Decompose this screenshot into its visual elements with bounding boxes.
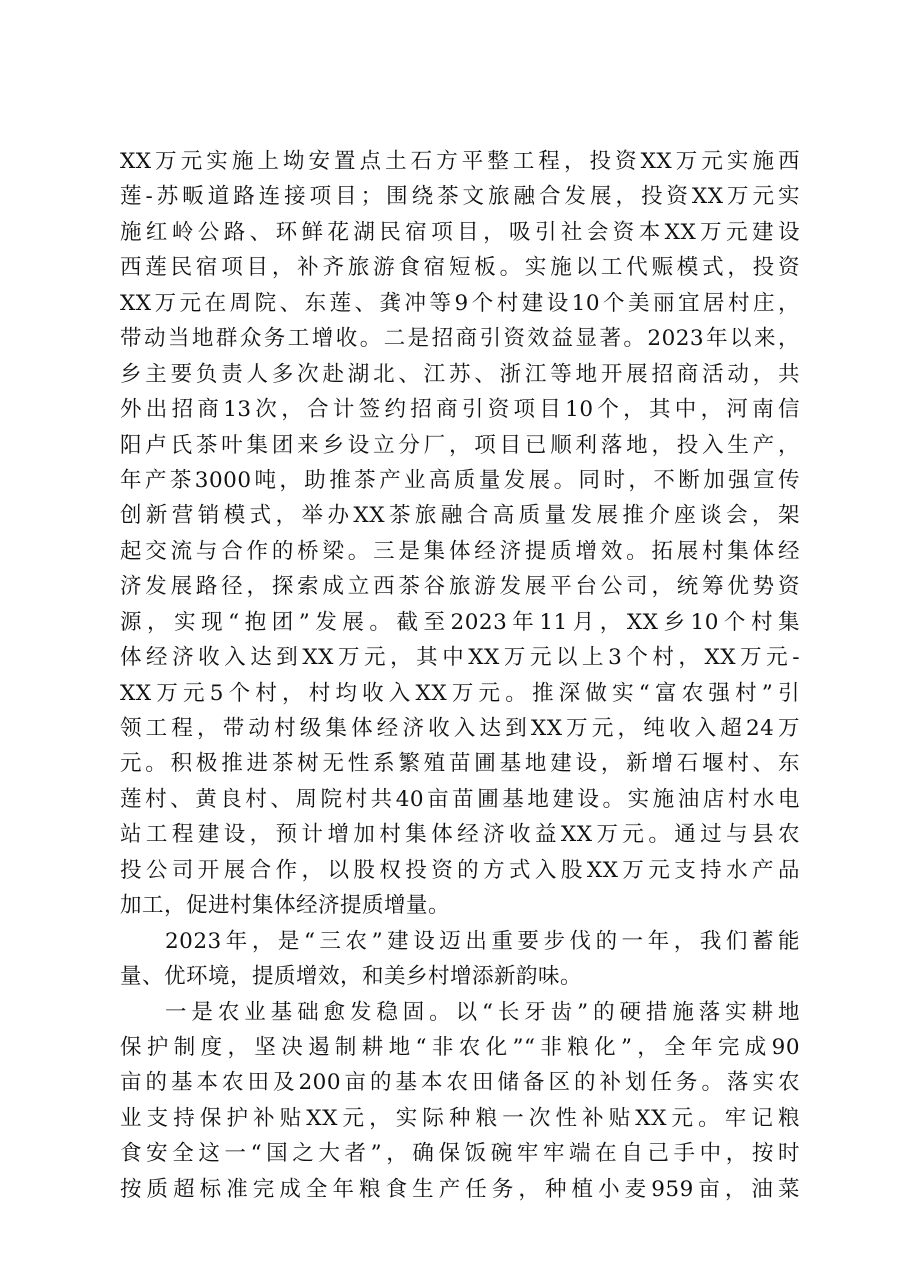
text-line: 莲-苏畈道路连接项目；围绕茶文旅融合发展，投资XX万元实	[120, 184, 800, 210]
text-line: 领工程，带动村级集体经济收入达到XX万元，纯收入超24万	[120, 716, 800, 741]
text-line: 按质超标准完成全年粮食生产任务，种植小麦959亩，油菜	[120, 1176, 800, 1202]
text-line: 加工，促进村集体经济提质增量。	[120, 893, 451, 919]
text-line: 年产茶3000吨，助推茶产业高质量发展。同时，不断加强宣传	[120, 467, 800, 493]
text-line: 阳卢氏茶叶集团来乡设立分厂，项目已顺利落地，投入生产，	[120, 432, 800, 458]
text-line: 外出招商13次，合计签约招商引资项目10个，其中，河南信	[120, 397, 800, 423]
text-line: 济发展路径，探索成立西茶谷旅游发展平台公司，统筹优势资	[120, 574, 800, 600]
text-line: 莲村、黄良村、周院村共40亩苗圃基地建设。实施油店村水电	[120, 786, 800, 812]
text-line: 元。积极推进茶树无性系繁殖苗圃基地建设，新增石堰村、东	[120, 751, 800, 777]
text-line: 创新营销模式，举办XX茶旅融合高质量发展推介座谈会，架	[120, 503, 800, 529]
text-line: 食安全这一“国之大者”，确保饭碗牢牢端在自己手中，按时	[120, 1141, 800, 1167]
text-line: 亩的基本农田及200亩的基本农田储备区的补划任务。落实农	[120, 1070, 800, 1096]
paragraph-first-line: 2023年，是“三农”建设迈出重要步伐的一年，我们蓄能	[165, 928, 800, 954]
text-line: 源，实现“抱团”发展。截至2023年11月，XX乡10个村集	[120, 609, 800, 635]
text-line: 站工程建设，预计增加村集体经济收益XX万元。通过与县农	[120, 822, 800, 848]
text-line: 业支持保护补贴XX元，实际种粮一次性补贴XX元。牢记粮	[120, 1105, 800, 1131]
text-line: XX万元在周院、东莲、龚冲等9个村建设10个美丽宜居村庄，	[120, 290, 800, 316]
text-line: 保护制度，坚决遏制耕地“非农化”“非粮化”，全年完成90	[120, 1034, 800, 1060]
text-line: 投公司开展合作，以股权投资的方式入股XX万元支持水产品	[120, 857, 800, 883]
text-line: 西莲民宿项目，补齐旅游食宿短板。实施以工代赈模式，投资	[120, 255, 800, 281]
paragraph-first-line: 一是农业基础愈发稳固。以“长牙齿”的硬措施落实耕地	[165, 999, 800, 1025]
text-line: 起交流与合作的桥梁。三是集体经济提质增效。拓展村集体经	[120, 538, 800, 564]
text-line: XX万元5个村，村均收入XX万元。推深做实“富农强村”引	[120, 680, 800, 706]
text-line: 量、优环境，提质增效，和美乡村增添新韵味。	[120, 964, 583, 990]
text-line: 乡主要负责人多次赴湖北、江苏、浙江等地开展招商活动，共	[120, 361, 800, 387]
text-line: XX万元实施上坳安置点土石方平整工程，投资XX万元实施西	[120, 149, 800, 174]
text-line: 施红岭公路、环鲜花湖民宿项目，吸引社会资本XX万元建设	[120, 219, 800, 245]
text-line: 带动当地群众务工增收。二是招商引资效益显著。2023年以来，	[120, 326, 800, 352]
document-body	[120, 144, 800, 1207]
text-line: 体经济收入达到XX万元，其中XX万元以上3个村，XX万元-	[120, 645, 800, 671]
